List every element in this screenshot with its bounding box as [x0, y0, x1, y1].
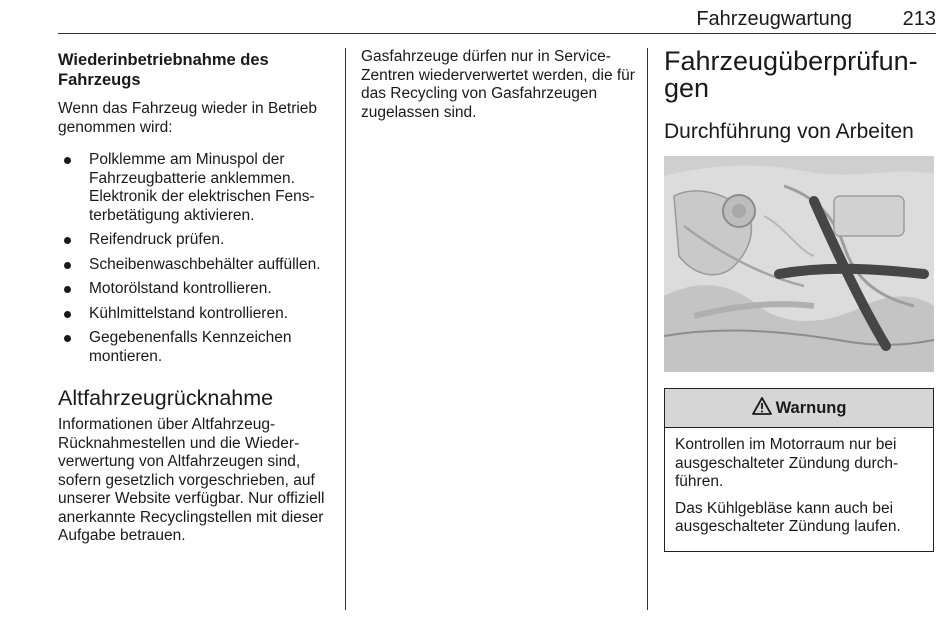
page-number: 213	[902, 8, 936, 30]
recommissioning-heading: Wiederinbetriebnahme des Fahrzeugs	[58, 51, 269, 89]
column-divider-left	[345, 48, 346, 610]
page-header	[58, 0, 936, 34]
list-item-text: Gegebenenfalls Kennzeichen montieren.	[89, 329, 292, 365]
column-middle	[361, 48, 637, 128]
bullet-icon	[64, 311, 71, 318]
bullet-icon	[64, 335, 71, 342]
list-item	[58, 280, 334, 299]
list-item	[58, 256, 334, 275]
list-item-text: Reifendruck prüfen.	[89, 231, 225, 248]
vehicle-checks-title: Fahrzeugüberprüfungen	[664, 46, 918, 103]
column-right	[664, 48, 934, 552]
bullet-icon	[64, 286, 71, 293]
engine-bay-crossed-out-icon	[664, 156, 934, 372]
recommissioning-intro: Wenn das Fahrzeug wieder in Betrieb genommen wird:	[58, 100, 318, 136]
bullet-icon	[64, 237, 71, 244]
bullet-icon	[64, 157, 71, 164]
list-item-text: Scheibenwaschbehälter auffüllen.	[89, 255, 321, 273]
list-item-text: Kühlmittelstand kontrollieren.	[89, 304, 289, 322]
warning-text: Kontrollen im Motorraum nur bei ausgeschalteter Zündung durchführen.	[675, 436, 899, 490]
warning-title: Warnung	[775, 398, 847, 417]
recommissioning-checklist	[58, 151, 334, 366]
warning-triangle-icon	[752, 397, 772, 420]
column-left	[58, 48, 334, 552]
list-item	[58, 305, 334, 324]
warning-box	[664, 388, 934, 552]
list-item	[58, 329, 334, 366]
header-section-title: Fahrzeugwartung	[696, 8, 852, 30]
column-divider-right	[647, 48, 648, 610]
end-of-life-vehicle-heading: Altfahrzeugrücknahme	[58, 386, 274, 410]
gas-vehicle-recycling-text: Gasfahrzeuge dürfen nur in Service-Zentren wiederverwertet werden, die für das Recycling von Gasfahrzeugen zugelassen sind.	[361, 48, 635, 121]
list-item-text: Polklemme am Minuspol der Fahrzeugbatterie anklemmen. Elektronik der elektrischen Fensterbetätigung aktivieren.	[89, 151, 315, 224]
warning-header	[665, 389, 933, 428]
end-of-life-vehicle-text: Informationen über Altfahrzeug-Rücknahmestellen und die Wiederverwertung von Altfahrzeugen sind, sofern gesetzlich vorgeschrieben, auf unserer Website verfügbar. Nur offiziell anerkannte Recyclingstellen mit dieser Aufgabe betrauen.	[58, 416, 325, 544]
list-item	[58, 231, 334, 250]
engine-bay-illustration	[664, 156, 934, 372]
list-item-text: Motorölstand kontrollieren.	[89, 280, 272, 297]
warning-body	[665, 428, 933, 551]
performing-work-subtitle: Durchführung von Arbeiten	[664, 120, 914, 143]
bullet-icon	[64, 262, 71, 269]
list-item	[58, 151, 334, 225]
warning-text: Das Kühlgebläse kann auch bei ausgeschalteter Zündung laufen.	[675, 499, 901, 535]
